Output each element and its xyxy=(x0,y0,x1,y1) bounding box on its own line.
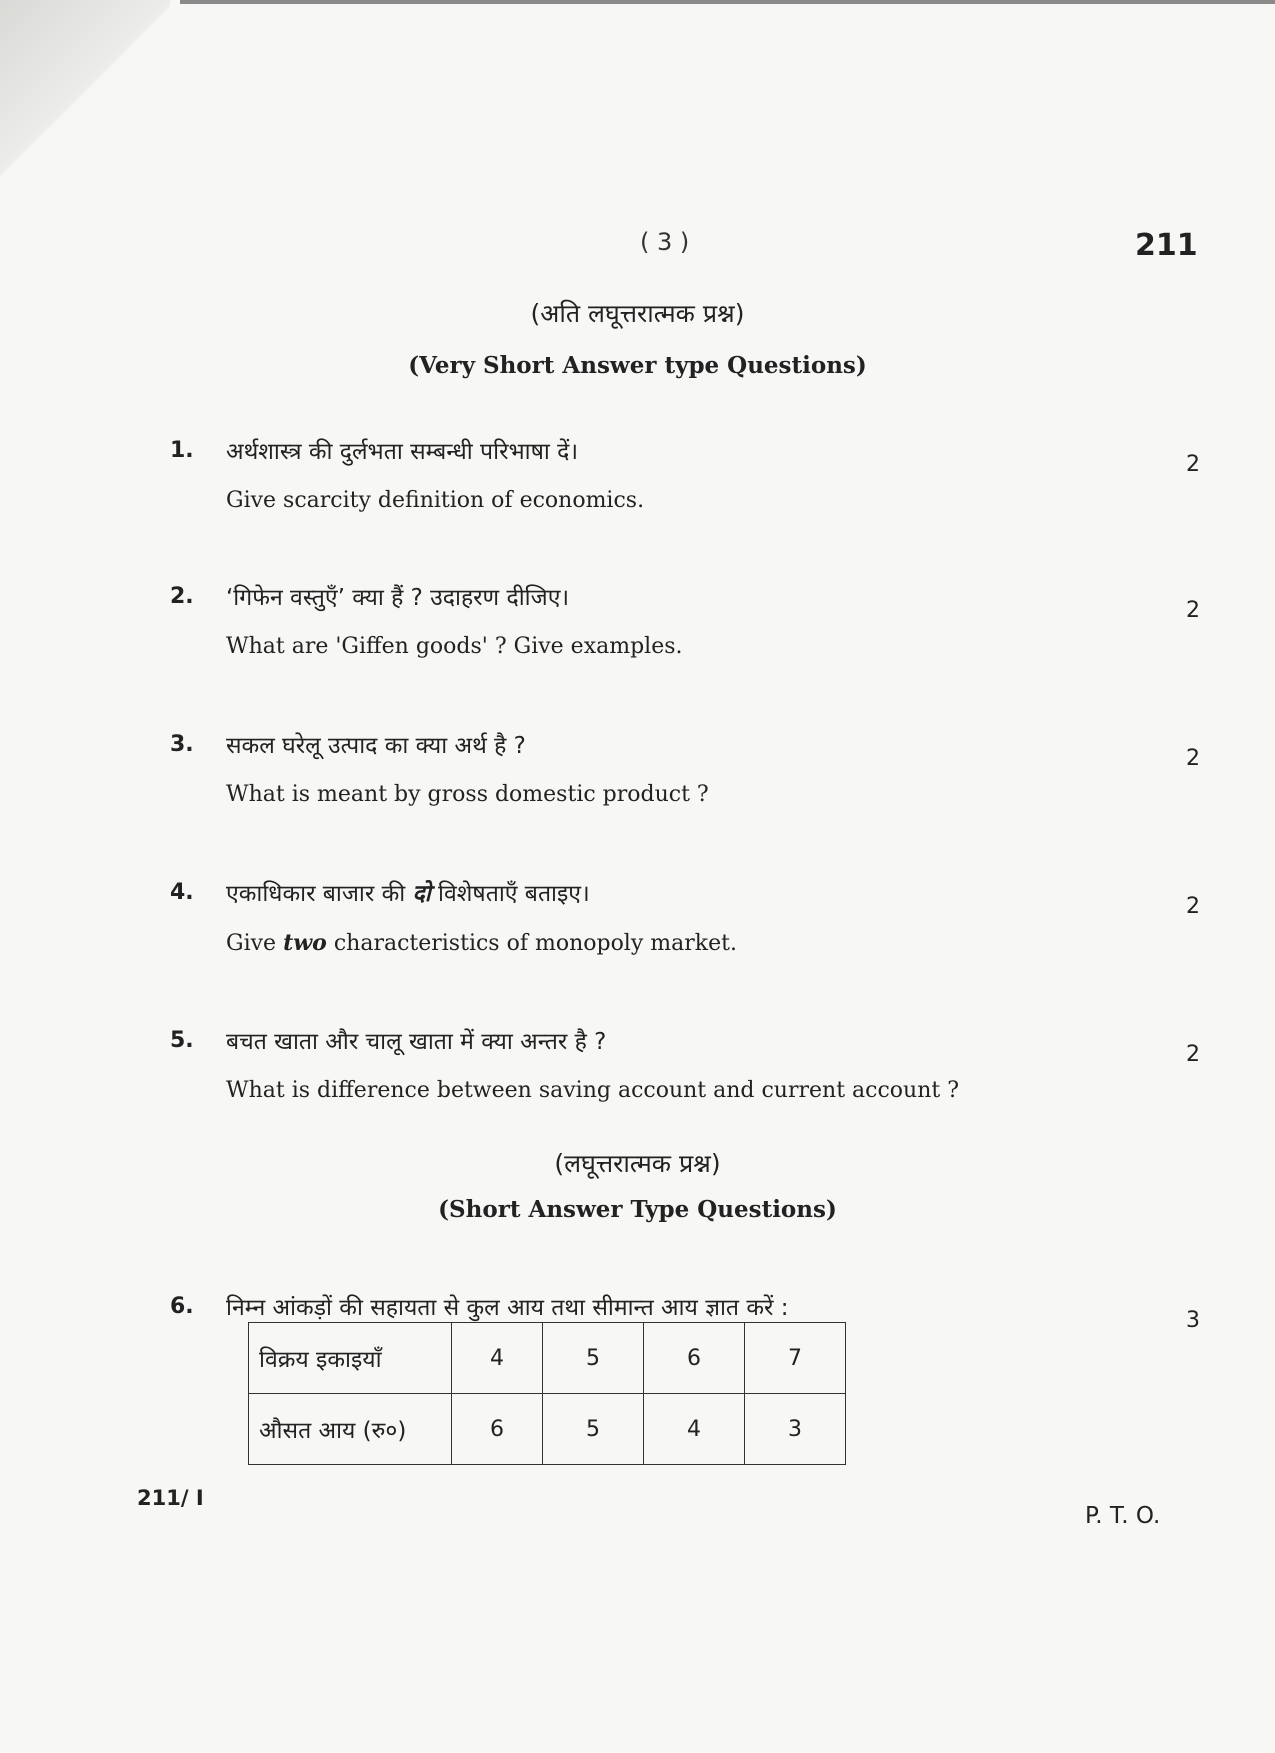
table-row-label: औसत आय (रु०) xyxy=(249,1394,452,1465)
table-row xyxy=(249,1394,846,1465)
question-marks: 2 xyxy=(1186,746,1200,771)
table-cell: 4 xyxy=(452,1323,543,1394)
section-title-hindi: (लघूत्तरात्मक प्रश्न) xyxy=(554,1149,721,1178)
question-text-english: Give two characteristics of monopoly market. xyxy=(226,930,737,956)
question-number: 6. xyxy=(170,1294,194,1319)
section-title-hindi: (अति लघूत्तरात्मक प्रश्न) xyxy=(530,299,745,328)
question-text-english: Give scarcity definition of economics. xyxy=(226,488,645,513)
question-text-english: What are 'Giffen goods' ? Give examples. xyxy=(226,634,683,659)
table-row xyxy=(249,1323,846,1394)
data-table xyxy=(248,1322,846,1465)
question-number: 5. xyxy=(170,1028,194,1053)
question-number: 4. xyxy=(170,880,194,905)
page-fold-corner xyxy=(0,0,170,190)
question-number: 2. xyxy=(170,584,194,609)
table-cell: 6 xyxy=(452,1394,543,1465)
page-number: ( 3 ) xyxy=(640,228,690,256)
section-title-english: (Very Short Answer type Questions) xyxy=(408,352,867,379)
question-text-hindi: बचत खाता और चालू खाता में क्या अन्तर है ? xyxy=(226,1029,607,1055)
table-cell: 7 xyxy=(745,1323,846,1394)
emphasis: two xyxy=(283,930,327,956)
question-text-english: What is meant by gross domestic product ? xyxy=(226,782,709,807)
question-marks: 2 xyxy=(1186,598,1200,623)
table-cell: 5 xyxy=(543,1394,644,1465)
question-text-hindi: अर्थशास्त्र की दुर्लभता सम्बन्धी परिभाषा दें। xyxy=(226,439,579,465)
table-cell: 3 xyxy=(745,1394,846,1465)
question-marks: 2 xyxy=(1186,452,1200,477)
question-text-hindi: ‘गिफेन वस्तुएँ’ क्या हैं ? उदाहरण दीजिए। xyxy=(226,585,570,611)
please-turn-over: P. T. O. xyxy=(1085,1503,1161,1529)
page-top-edge xyxy=(180,0,1275,4)
emphasis: दो xyxy=(412,881,431,907)
footer-paper-code: 211/ I xyxy=(137,1486,204,1510)
paper-code: 211 xyxy=(1135,228,1198,263)
table-cell: 6 xyxy=(644,1323,745,1394)
question-text-hindi: सकल घरेलू उत्पाद का क्या अर्थ है ? xyxy=(226,733,526,759)
question-marks: 3 xyxy=(1186,1308,1200,1333)
section-title-english: (Short Answer Type Questions) xyxy=(438,1196,837,1223)
question-number: 1. xyxy=(170,438,194,463)
question-marks: 2 xyxy=(1186,894,1200,919)
question-number: 3. xyxy=(170,732,194,757)
table-cell: 4 xyxy=(644,1394,745,1465)
table-cell: 5 xyxy=(543,1323,644,1394)
question-text-english: What is difference between saving account and current account ? xyxy=(226,1078,960,1103)
question-text-hindi: एकाधिकार बाजार की दो विशेषताएँ बताइए। xyxy=(226,881,590,907)
question-text-hindi: निम्न आंकड़ों की सहायता से कुल आय तथा सीमान्त आय ज्ञात करें : xyxy=(226,1295,789,1321)
question-marks: 2 xyxy=(1186,1042,1200,1067)
table-row-label: विक्रय इकाइयाँ xyxy=(249,1323,452,1394)
